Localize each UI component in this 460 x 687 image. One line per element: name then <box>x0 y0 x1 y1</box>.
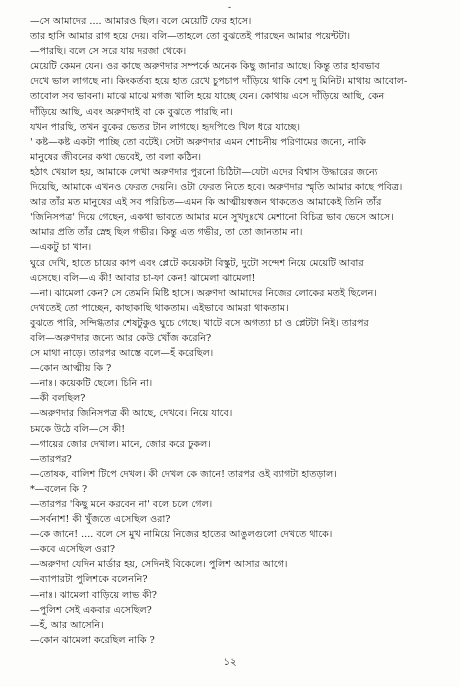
text-line: এসেছে। বলি—এ কী! আবার চা-ফা কেন! ঝামেলা ঝামেলা! <box>30 272 256 284</box>
body-text <box>30 14 432 648</box>
text-line: —তারপর 'কিছু মনে করবেন না' বলে চলে গেল। <box>30 499 213 510</box>
paragraph <box>30 165 432 240</box>
text-line: —পুলিশ সেই একবার এসেছিল? <box>30 604 152 616</box>
text-line: —তারপর? <box>30 453 72 465</box>
text-line: মানুষের জীবনের কথা ভেবেই, তা বলা কঠিন। <box>30 151 202 163</box>
text-line: —কী বলছিল? <box>30 393 86 405</box>
text-line: —না। ঝামেলা কেন? সে তেমনি মিষ্টি হাসে। অরুণদা আমাদের নিজের লোকের মতই ছিলেন। <box>30 287 377 299</box>
text-line: —সে আমাদের .... আমারও ছিল। বলে মেয়েটি ফের হাসে। <box>30 16 252 27</box>
text-line: —অরুণদা যেদিন মার্ডার হয়, সেদিনই বিকেলে। পুলিশ আসার আগে। <box>30 559 288 571</box>
text-line: যখন পারছি, তখন বুকের ভেতর টান লাগছে। হৃদপিণ্ডে খিল ধরে যাচ্ছে। <box>30 121 301 133</box>
paragraph <box>30 240 432 255</box>
text-line: —নাঃ। কয়েকটি ছেলে। চিনি না। <box>30 378 153 390</box>
text-line: —হঁ, আর আসেনি। <box>30 619 104 631</box>
text-line: মেয়েটি কেমন যেন। ওর কাছে অরুণদার সম্পর্কে অনেক কিছু জানার আছে। কিন্তু তার হাবভাব <box>30 61 380 73</box>
text-line: —গায়ের জোর দেখাল। মানে, জোর করে ঢুকল। <box>30 438 211 450</box>
top-mark: - <box>228 3 232 13</box>
text-line: —একটু চা খান। <box>30 242 92 254</box>
paragraph <box>30 120 432 135</box>
text-line: ' কষ্ট—কষ্ট একটা পাচ্ছি তো বটেই। সেটা অরুণদার এমন শোচনীয় পরিণামের জন্যে, নাকি <box>30 136 366 148</box>
text-line: তার হাসি আমার রাগ হয়ে দেয়। বলি—তাহলে তো বুঝতেই পারছেন আমার পয়েন্টটা। <box>30 31 351 43</box>
text-line: দেখতেই তো পাচ্ছেন, কাছাকাছি থাকতাম। এইভাবে আমরা থাকতাম। <box>30 302 289 314</box>
text-line: —নাঃ। ঝামেলা বাড়িয়ে লাভ কী? <box>30 589 157 601</box>
text-line: —ব্যাপারটা পুলিশকে বলেননি? <box>30 574 148 586</box>
text-line: দাঁড়িয়ে আছি, এবং অরুণদাই বা কে বুঝতে পারছি না। <box>30 106 233 118</box>
text-line: বুঝতে পারি, সন্দিগ্ধতার শেষটুকুও ঘুচে গেছে। খাটে বসে অগত্যা চা ও প্লেটটা নিই। তারপর <box>30 317 369 329</box>
text-line: —কোন আত্মীয় কি ? <box>30 363 112 375</box>
text-line: 'জিনিসপত্র' দিয়ে গেছেন, একথা ভাবতে আমার মনে সুখদুঃখে মেশানো বিচিত্র ভাব ভেসে আসে। <box>30 212 394 224</box>
text-line: —পারছি। বলে সে সরে যায় দরজা থেকে। <box>30 46 187 58</box>
text-line: আমার প্রতি তাঁর স্নেহ ছিল গভীর। কিন্তু এত গভীর, তা তো জানতাম না। <box>30 227 303 239</box>
paragraph <box>30 135 432 165</box>
text-line: দেখে ভাল লাগছে না। কিংকর্তব্য হয়ে হাত রেখে চুপচাপ দাঁড়িয়ে থাকি বেশ দু মিনিট। মাথায় আবোল- <box>30 76 408 88</box>
text-line: —কবে এসেছিল ওরা? <box>30 544 116 556</box>
text-line: —অরুণদার জিনিসপত্র কী আছে, দেখবে। নিয়ে যাবে। <box>30 408 233 420</box>
text-line: চমকে উঠে বলি—সে কী! <box>30 423 126 435</box>
paragraph <box>30 316 432 648</box>
text-line: তাবোল সব ভাবনা। মাঝে মাঝে মগজ খালি হয়ে যাচ্ছে যেন। কোথায় এসে দাঁড়িয়ে আছি, কেন <box>30 91 385 103</box>
paragraph <box>30 256 432 286</box>
text-line: দিয়েছি, আমাকে এখনও ফেরত দেয়নি। ওটা ফেরত নিতে হবে। অরুণদার স্মৃতি আমার কাছে পবিত্র। <box>30 182 403 194</box>
text-line: —তোষক, বালিশ টিপে দেখল। কী দেখল কে জানে! তারপর ওই ব্যাগটা হাতড়াল। <box>30 468 337 480</box>
text-line: —সর্বনাশ! কী খুঁজতে এসেছিল ওরা? <box>30 514 171 526</box>
page-number: ১২ <box>223 657 237 668</box>
text-line: *—বলেন কি ? <box>30 483 88 495</box>
text-line: ঘুরে দেখি, হাতে চায়ের কাপ এবং প্লেটে কয়েকটা বিস্কুট, দুটো সন্দেশ নিয়ে মেয়েটি আবার <box>30 257 364 269</box>
text-line: —কোন ঝামেলা করেছিল নাকি ? <box>30 634 155 646</box>
text-line: সে মাথা নাড়ে। তারপর আস্তে বলে—হঁ করেছিল। <box>30 348 214 360</box>
paragraph <box>30 14 432 120</box>
text-line: হঠাৎ খেয়াল হয়, আমাকে লেখা অরুণদার পুরনো চিঠিটা—যেটা এদের বিশ্বাস উদ্ধারের জন্যে <box>30 166 378 178</box>
text-line: আর তাঁর মত মানুষের এই সব পরিচিত—এমন কি আত্মীয়স্বজন থাকতেও আমাকেই তিনি তাঁর <box>30 197 382 209</box>
paragraph <box>30 286 432 316</box>
text-line: —কে জানে! .... বলে সে মুখ নামিয়ে নিজের হাতের আঙুলগুলো দেখতে থাকে। <box>30 529 333 541</box>
text-line: বলি—অরুণদার জন্যে আর কেউ খোঁজ করেনি? <box>30 332 212 344</box>
